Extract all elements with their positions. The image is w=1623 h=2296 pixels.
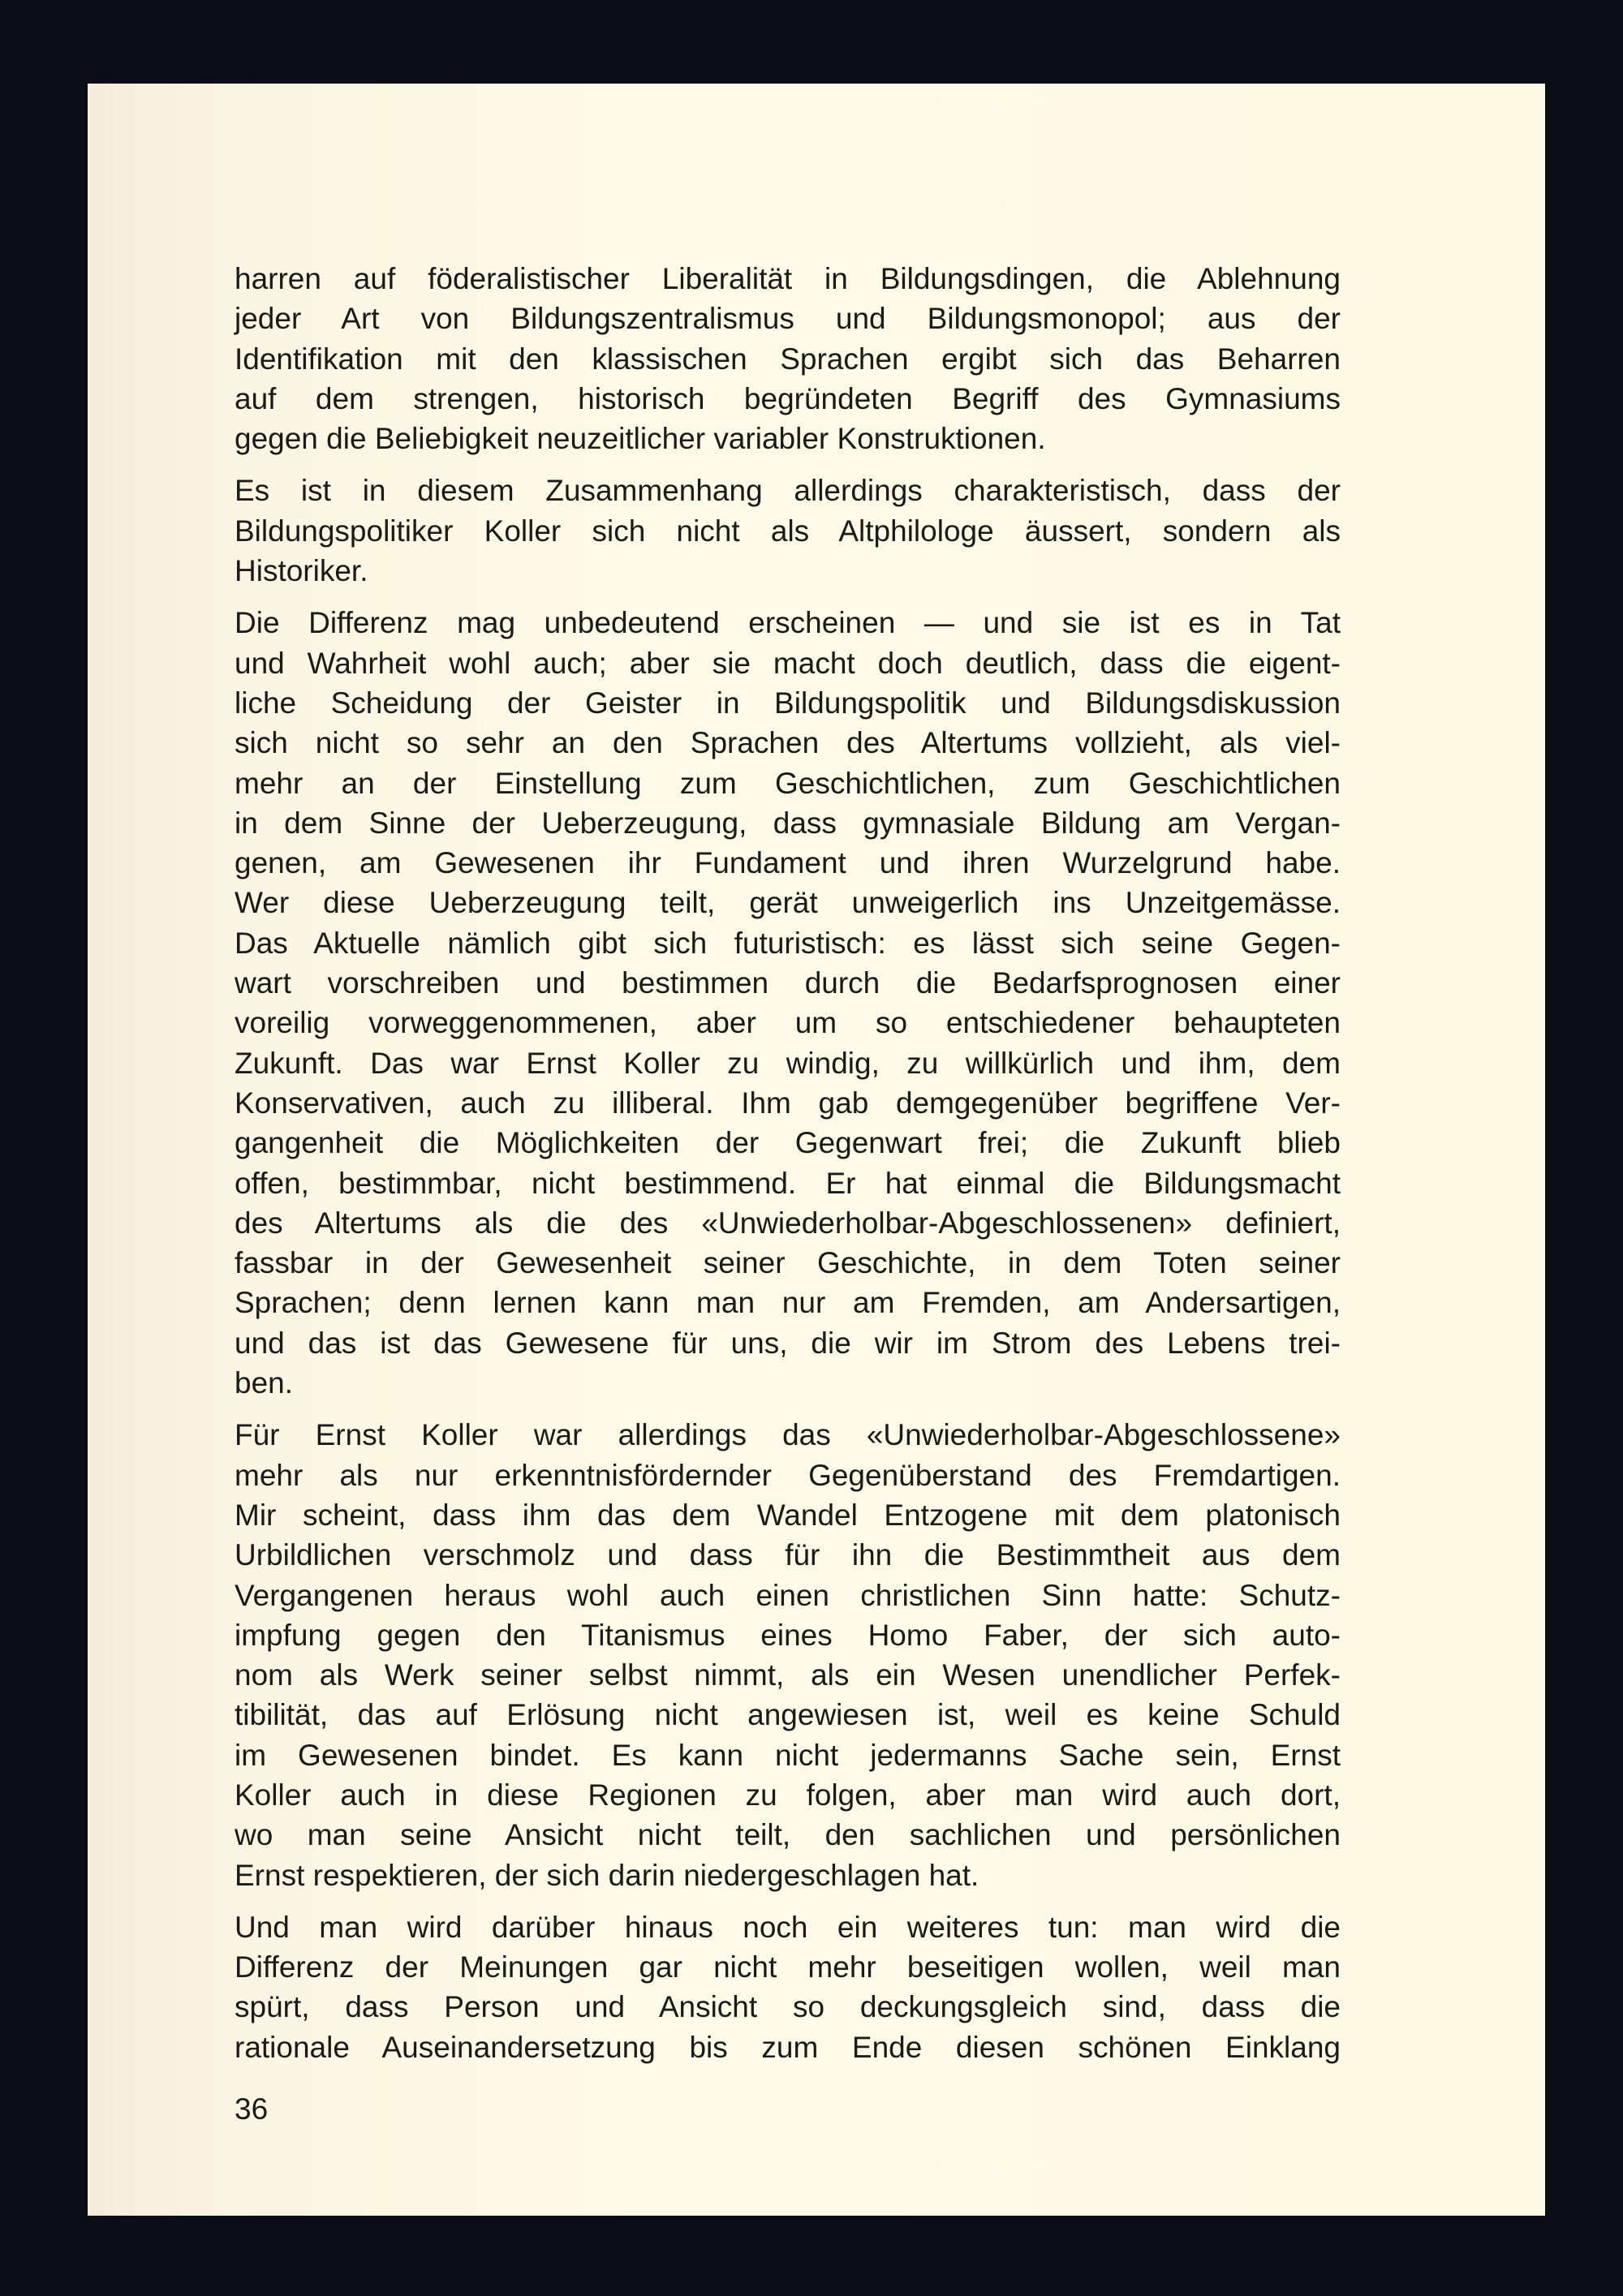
- text-line: fassbar in der Gewesenheit seiner Geschichte, in dem Toten seiner: [235, 1246, 1341, 1280]
- document-page: [88, 84, 1545, 2216]
- text-line: ben.: [235, 1366, 294, 1400]
- text-line: Vergangenen heraus wohl auch einen christlichen Sinn hatte: Schutz-: [235, 1578, 1341, 1612]
- paragraph: [235, 1415, 1341, 1895]
- text-line: voreilig vorweggenommenen, aber um so entschiedener behaupteten: [235, 1006, 1341, 1040]
- text-line: Differenz der Meinungen gar nicht mehr beseitigen wollen, weil man: [235, 1950, 1341, 1984]
- text-line: genen, am Gewesenen ihr Fundament und ihren Wurzelgrund habe.: [235, 846, 1341, 880]
- paragraph: [235, 603, 1341, 1403]
- text-line: offen, bestimmbar, nicht bestimmend. Er hat einmal die Bildungsmacht: [235, 1166, 1341, 1200]
- text-line: Das Aktuelle nämlich gibt sich futuristisch: es lässt sich seine Gegen-: [235, 926, 1341, 960]
- text-line: rationale Auseinandersetzung bis zum Ende diesen schönen Einklang: [235, 2030, 1341, 2064]
- text-line: in dem Sinne der Ueberzeugung, dass gymnasiale Bildung am Vergan-: [235, 806, 1341, 840]
- text-line: spürt, dass Person und Ansicht so deckungsgleich sind, dass die: [235, 1990, 1341, 2024]
- text-line: wo man seine Ansicht nicht teilt, den sachlichen und persönlichen: [235, 1818, 1341, 1852]
- text-line: Es ist in diesem Zusammenhang allerdings charakteristisch, dass der: [235, 474, 1341, 508]
- text-line: Urbildlichen verschmolz und dass für ihn die Bestimmtheit aus dem: [235, 1538, 1341, 1572]
- text-line: liche Scheidung der Geister in Bildungspolitik und Bildungsdiskussion: [235, 686, 1341, 720]
- text-line: Bildungspolitiker Koller sich nicht als Altphilologe äussert, sondern als: [235, 514, 1341, 548]
- text-line: Historiker.: [235, 554, 368, 588]
- text-line: Mir scheint, dass ihm das dem Wandel Entzogene mit dem platonisch: [235, 1498, 1341, 1532]
- text-line: jeder Art von Bildungszentralismus und Bildungsmonopol; aus der: [235, 302, 1341, 336]
- text-line: nom als Werk seiner selbst nimmt, als ein Wesen unendlicher Perfek-: [235, 1658, 1341, 1692]
- text-line: mehr an der Einstellung zum Geschichtlichen, zum Geschichtlichen: [235, 766, 1341, 800]
- text-line: mehr als nur erkenntnisfördernder Gegenüberstand des Fremdartigen.: [235, 1458, 1341, 1492]
- text-line: tibilität, das auf Erlösung nicht angewiesen ist, weil es keine Schuld: [235, 1698, 1341, 1732]
- text-line: gangenheit die Möglichkeiten der Gegenwart frei; die Zukunft blieb: [235, 1126, 1341, 1160]
- text-line: des Altertums als die des «Unwiederholbar-Abgeschlossenen» definiert,: [235, 1206, 1341, 1240]
- text-line: Die Differenz mag unbedeutend erscheinen — und sie ist es in Tat: [235, 606, 1341, 640]
- body-text: [235, 259, 1341, 2067]
- text-line: Konservativen, auch zu illiberal. Ihm gab demgegenüber begriffene Ver-: [235, 1086, 1341, 1120]
- text-line: Koller auch in diese Regionen zu folgen, aber man wird auch dort,: [235, 1778, 1341, 1812]
- text-line: Zukunft. Das war Ernst Koller zu windig, zu willkürlich und ihm, dem: [235, 1046, 1341, 1080]
- paragraph: [235, 259, 1341, 458]
- text-line: Für Ernst Koller war allerdings das «Unwiederholbar-Abgeschlossene»: [235, 1418, 1341, 1452]
- text-line: gegen die Beliebigkeit neuzeitlicher variabler Konstruktionen.: [235, 422, 1046, 456]
- text-line: Wer diese Ueberzeugung teilt, gerät unweigerlich ins Unzeitgemässe.: [235, 886, 1341, 920]
- text-line: sich nicht so sehr an den Sprachen des Altertums vollzieht, als viel-: [235, 726, 1341, 760]
- text-line: wart vorschreiben und bestimmen durch die Bedarfsprognosen einer: [235, 966, 1341, 1000]
- text-line: im Gewesenen bindet. Es kann nicht jedermanns Sache sein, Ernst: [235, 1738, 1341, 1772]
- text-line: auf dem strengen, historisch begründeten Begriff des Gymnasiums: [235, 381, 1341, 415]
- text-line: Ernst respektieren, der sich darin niedergeschlagen hat.: [235, 1858, 979, 1892]
- text-line: Und man wird darüber hinaus noch ein weiteres tun: man wird die: [235, 1910, 1341, 1944]
- text-line: Sprachen; denn lernen kann man nur am Fremden, am Andersartigen,: [235, 1286, 1341, 1320]
- paragraph: [235, 471, 1341, 591]
- text-line: und das ist das Gewesene für uns, die wir im Strom des Lebens trei-: [235, 1326, 1341, 1360]
- text-line: Identifikation mit den klassischen Sprachen ergibt sich das Beharren: [235, 342, 1341, 376]
- text-line: impfung gegen den Titanismus eines Homo Faber, der sich auto-: [235, 1618, 1341, 1652]
- text-line: harren auf föderalistischer Liberalität in Bildungsdingen, die Ablehnung: [235, 262, 1341, 295]
- text-line: und Wahrheit wohl auch; aber sie macht doch deutlich, dass die eigent-: [235, 646, 1341, 680]
- page-number: 36: [235, 2092, 269, 2126]
- paragraph: [235, 1907, 1341, 2067]
